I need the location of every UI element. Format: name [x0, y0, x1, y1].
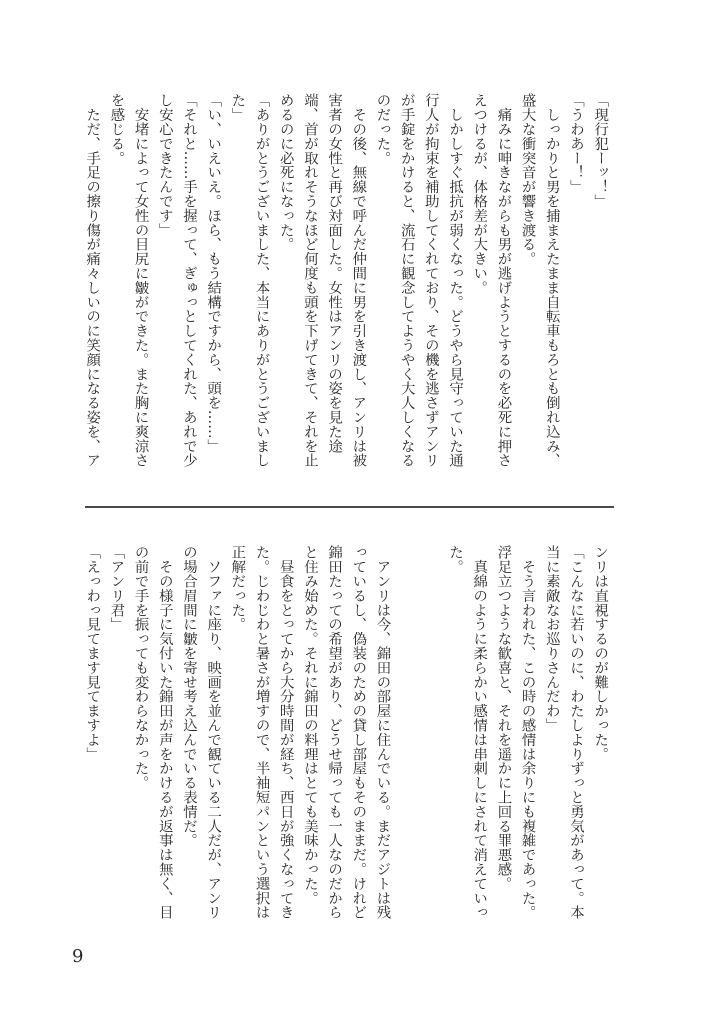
text-line: の前で手を振っても変わらなかった。	[132, 545, 149, 790]
text-line: 「えっわっ見てます見てますよ」	[84, 545, 101, 761]
text-line: ンリは直視するのが難しかった。	[592, 545, 609, 761]
text-line: のだった。	[374, 93, 391, 165]
text-line: その後、無線で呼んだ仲間に男を引き渡し、アンリは被	[350, 93, 367, 468]
text-line: が手錠をかけると、流石に観念してようやく大人しくなる	[398, 93, 415, 468]
text-line: その様子に気付いた錦田が声をかけるが返事は無く、目	[156, 545, 173, 920]
text-line: ただ、手足の擦り傷が痛々しいのに笑顔になる姿を、ア	[84, 93, 101, 468]
scene-break-spacer	[419, 545, 443, 921]
text-line: 正解だった。	[229, 545, 246, 632]
text-line: 盛大な衝突音が響き渡る。	[519, 93, 536, 266]
text-line: 行人が拘束を補助してくれており、その機を逃さずアンリ	[422, 93, 439, 468]
text-line: を感じる。	[108, 93, 125, 165]
bottom-text-block	[80, 545, 612, 921]
text-line: しっかりと男を捕まえたまま自転車もろとも倒れ込み、	[543, 93, 560, 468]
text-line: 安堵によって女性の目尻に皺ができた。また胸に爽涼さ	[132, 93, 149, 468]
text-line: 錦田たっての希望があり、どうせ帰っても一人なのだから	[326, 545, 343, 920]
text-line: 「それと……手を握って、ぎゅっとしてくれた、あれで少	[181, 93, 197, 468]
text-line: しかしすぐ抵抗が弱くなった。どうやら見守っていた通	[447, 93, 464, 468]
text-line: 真綿のように柔らかい感情は串刺しにされて消えていっ	[471, 545, 488, 920]
text-line: 「こんなに若いのに、わたしよりずっと勇気があって。本	[568, 545, 584, 920]
text-line: 昼食をとってから大分時間が経ち、西日が強くなってき	[277, 545, 294, 920]
text-line: 「うわあー！」	[568, 93, 584, 194]
text-line: 「ありがとうございました、本当にありがとうございまし	[253, 93, 270, 468]
text-line: し安心できたんです」	[156, 93, 173, 237]
text-line: 「い、いえいえ。ほら、もう結構ですから、頭を……」	[205, 93, 222, 453]
text-line: 浮足立つような歓喜と、それを遥かに上回る罪悪感。	[495, 545, 512, 891]
text-line: アンリは今、錦田の部屋に住んでいる。まだアジトは残	[374, 545, 391, 920]
text-line: えつけるが、体格差が大きい。	[471, 93, 488, 295]
page-number: 9	[72, 946, 84, 967]
text-line: 痛みに呻きながらも男が逃げようとするのを必死に押さ	[495, 93, 512, 468]
text-line: た」	[229, 93, 246, 122]
text-line: 端、首が取れそうなほど何度も頭を下げてきて、それを止	[301, 93, 318, 468]
text-line: 「現行犯ーッ！」	[592, 93, 609, 209]
text-line: めるのに必死になった。	[277, 93, 294, 252]
text-line: 「アンリ君」	[108, 545, 125, 632]
text-line: っているし、偽装のための貸し部屋もそのままだ。けれど	[350, 545, 367, 920]
section-divider	[85, 506, 614, 508]
text-line: そう言われた、この時の感情は余りにも複雑であった。	[519, 545, 536, 920]
text-line: ソファに座り、映画を並んで観ている二人だが、アンリ	[205, 545, 222, 920]
text-line: の場合眉間に皺を寄せ考え込んでいる表情だ。	[181, 545, 197, 848]
text-line: と住み始めた。それに錦田の料理はとても美味かった。	[301, 545, 318, 905]
text-line: た。じわじわと暑さが増すので、半袖短パンという選択は	[253, 545, 270, 920]
text-line: た。	[447, 545, 464, 574]
top-text-block	[80, 93, 612, 469]
text-line: 当に素敵なお巡りさんだわ」	[543, 545, 560, 733]
text-line: 害者の女性と再び対面した。女性はアンリの姿を見た途	[326, 93, 343, 453]
scene-break-spacer	[395, 545, 419, 921]
